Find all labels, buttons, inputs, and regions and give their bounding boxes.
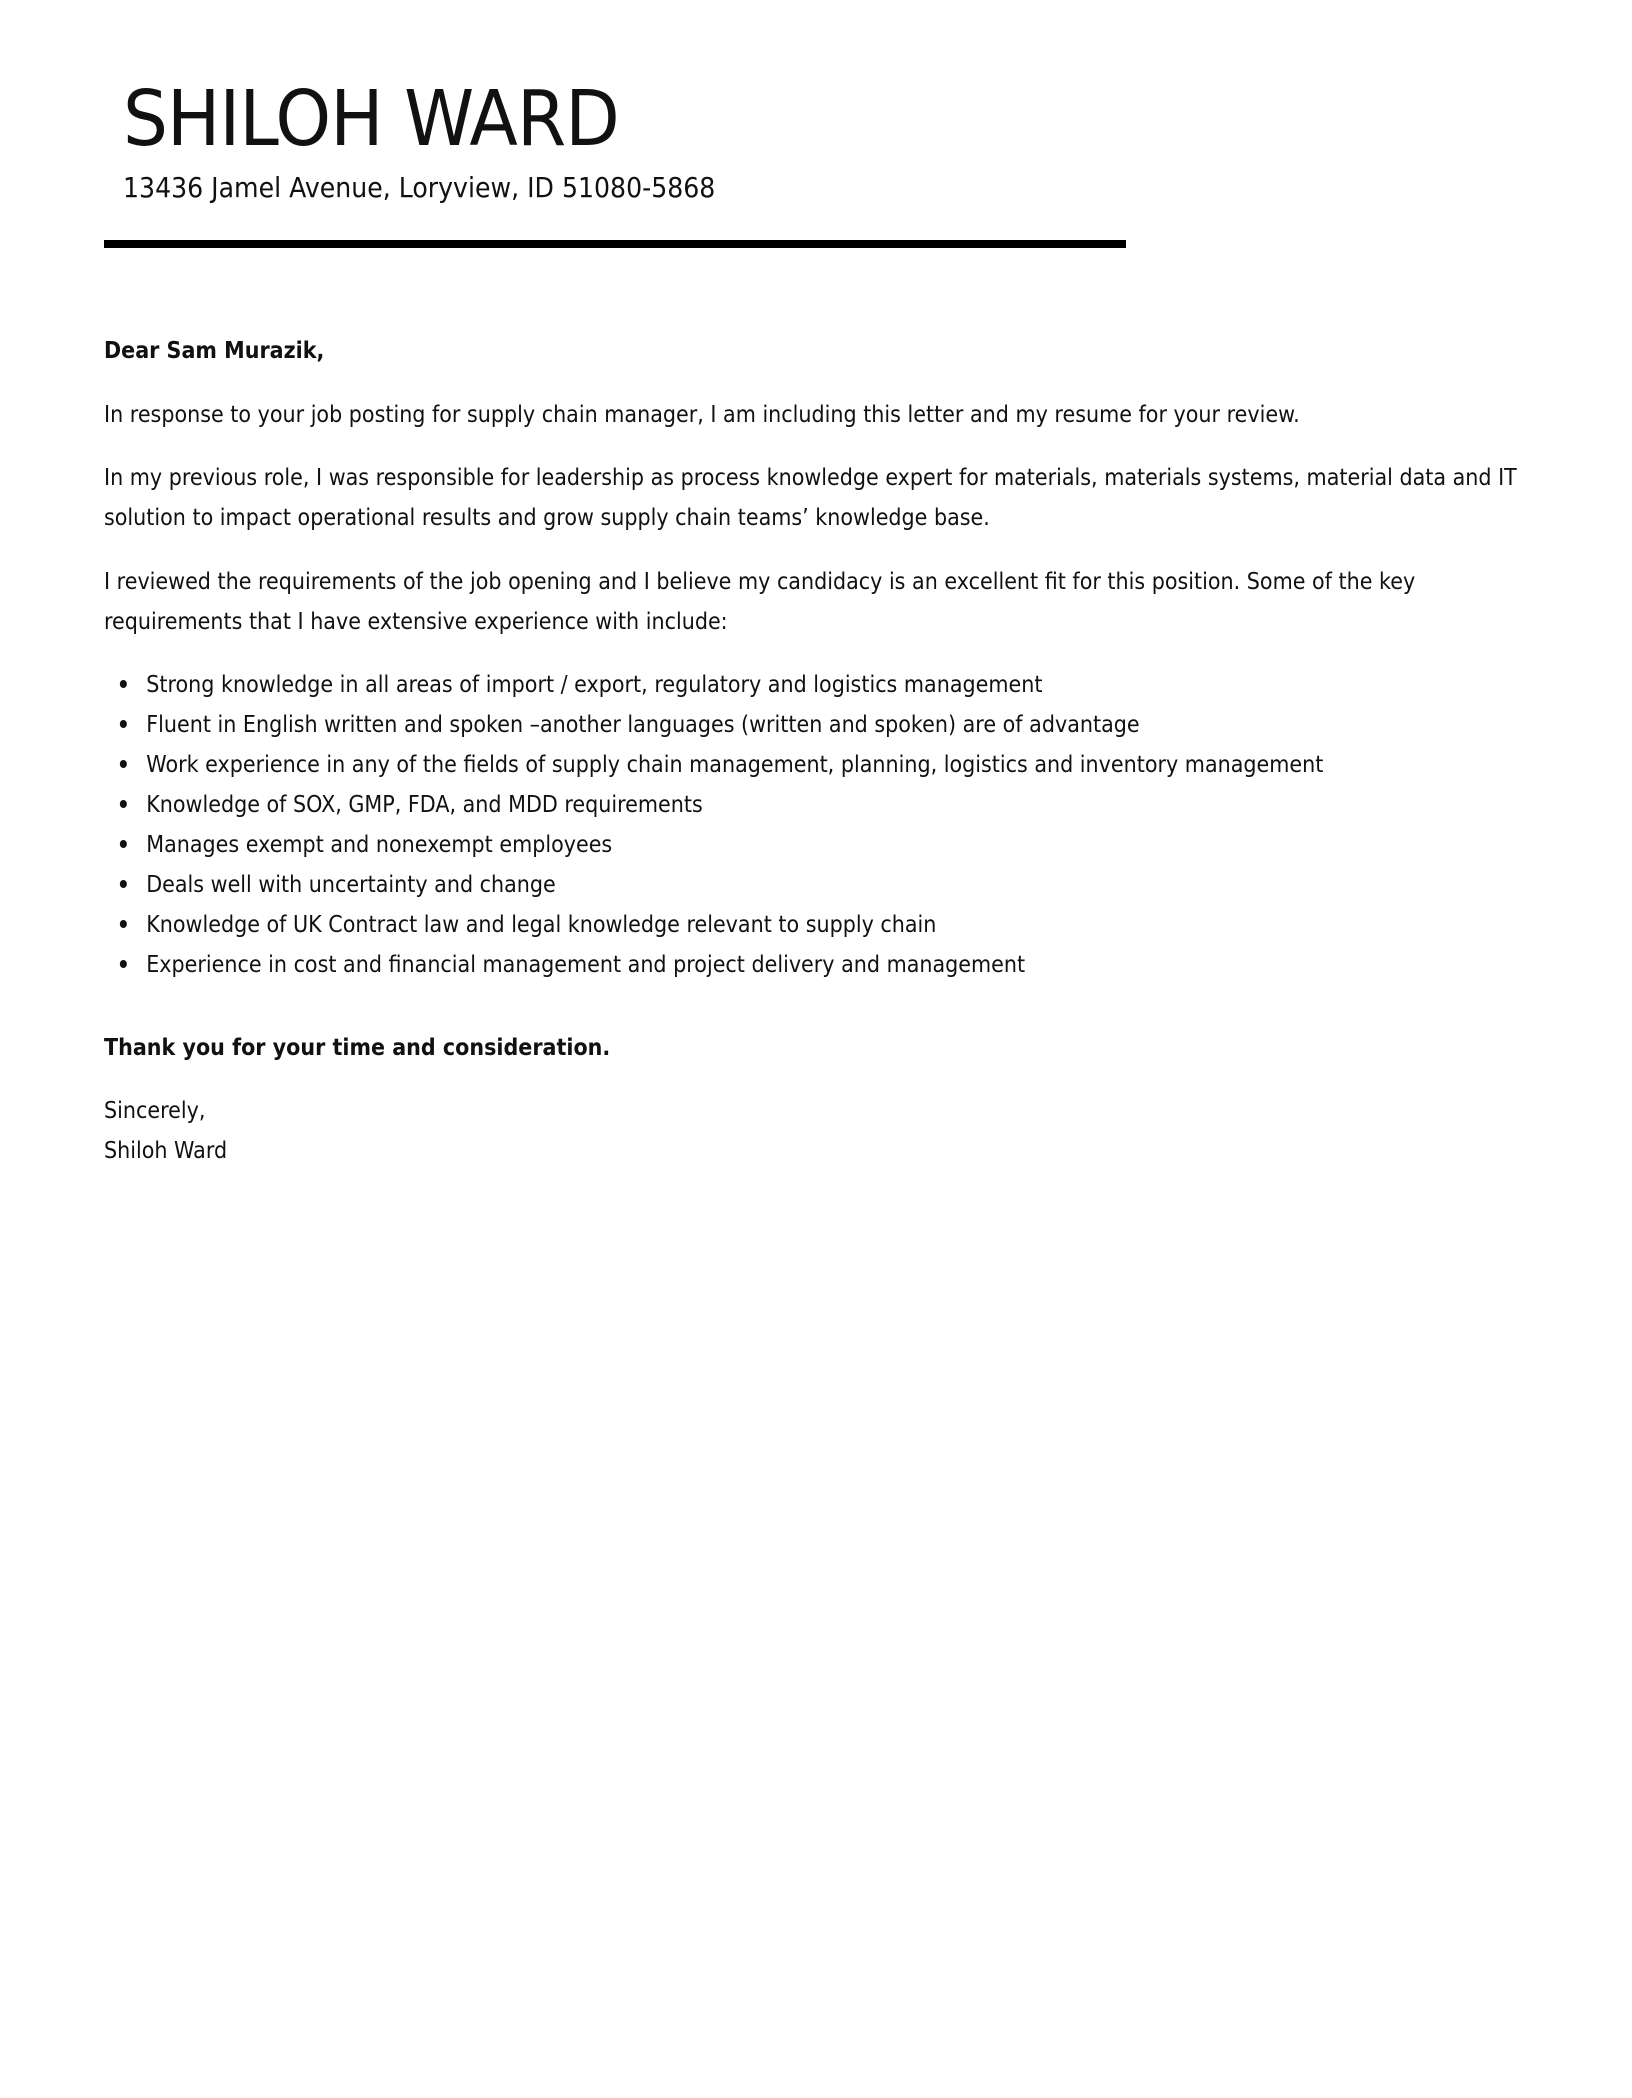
- header-divider: [104, 240, 1126, 248]
- list-item: [146, 944, 1572, 984]
- list-item-text: Knowledge of SOX, GMP, FDA, and MDD requirements: [146, 790, 703, 818]
- closing-block: [104, 1090, 227, 1170]
- letter-header: [123, 72, 1123, 206]
- bullet-icon: [120, 720, 127, 728]
- signature-name: Shiloh Ward: [104, 1136, 228, 1164]
- applicant-address: 13436 Jamel Avenue, Loryview, ID 51080-5868: [123, 171, 716, 204]
- list-item-text: Strong knowledge in all areas of import / export, regulatory and logistics management: [146, 670, 1043, 698]
- list-item: [146, 744, 1572, 784]
- list-item: [146, 784, 1572, 824]
- list-item-text: Knowledge of UK Contract law and legal knowledge relevant to supply chain: [146, 910, 937, 938]
- bullet-icon: [120, 680, 127, 688]
- closing-salutation: Sincerely,: [104, 1096, 206, 1124]
- bullet-icon: [120, 920, 127, 928]
- list-item-text: Experience in cost and financial management and project delivery and management: [146, 950, 1026, 978]
- bullet-icon: [120, 760, 127, 768]
- list-item-text: Work experience in any of the fields of supply chain management, planning, logistics and inventory management: [146, 750, 1324, 778]
- list-item: [146, 904, 1572, 944]
- salutation: Dear Sam Murazik,: [104, 336, 325, 364]
- list-item: [146, 664, 1572, 704]
- list-item: [146, 864, 1572, 904]
- bullet-icon: [120, 800, 127, 808]
- bullet-icon: [120, 960, 127, 968]
- intro-paragraph: In response to your job posting for supply chain manager, I am including this letter and my resume for your review.: [104, 400, 1300, 428]
- list-item-text: Deals well with uncertainty and change: [146, 870, 556, 898]
- list-item-text: Manages exempt and nonexempt employees: [146, 830, 613, 858]
- list-item: [146, 704, 1572, 744]
- thank-you-line: Thank you for your time and consideration.: [104, 1033, 611, 1061]
- list-item: [146, 824, 1572, 864]
- requirements-intro-paragraph: I reviewed the requirements of the job opening and I believe my candidacy is an excellent fit for this position. Some of the key requirements that I have extensive experience with include:: [104, 567, 1416, 635]
- requirements-list: [104, 664, 1572, 984]
- list-item-text: Fluent in English written and spoken –another languages (written and spoken) are of advantage: [146, 710, 1140, 738]
- applicant-name: SHILOH WARD: [123, 75, 619, 164]
- bullet-icon: [120, 880, 127, 888]
- bullet-icon: [120, 840, 127, 848]
- experience-paragraph: In my previous role, I was responsible for leadership as process knowledge expert for materials, materials systems, material data and IT solution to impact operational results and grow supply chain teams’ knowledge base.: [104, 463, 1517, 531]
